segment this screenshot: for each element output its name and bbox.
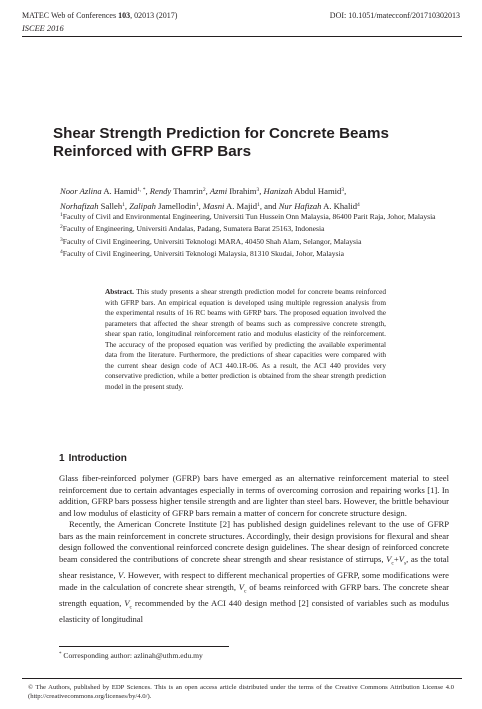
symbol: V — [238, 581, 244, 592]
author-sep: , — [145, 186, 150, 196]
author-sep: , and — [259, 201, 279, 211]
author-last: Abdul Hamid — [292, 186, 342, 196]
paragraph — [59, 519, 449, 626]
author-last: Thamrin — [171, 186, 203, 196]
affiliation-text: Faculty of Engineering, Universiti Andalas, Padang, Sumatera Barat 25163, Indonesia — [62, 224, 325, 234]
abstract-text: This study presents a shear strength prediction model for concrete beams reinforced with GFRP bars. An empirical equation is developed using multiple regression analysis from the experimental results of 16 RC beams with GFRP bars. The proposed equation involved the parameters that affected the shear strength of beams such as compressive concrete strength, shear span ratio, longitudinal reinforcement ratio and modulus elasticity of the reinforcement. The accuracy of the proposed equation was verified by predicting the available experimental data from the literature. Furthermore, the predictions of shear capacities were compared with the current shear design code of ACI 440.1R-06. As a result, the ACI 440 provides very conservative prediction, while a better prediction is obtained from the shear strength prediction model in the present study. — [105, 287, 386, 391]
author-sup: 2 — [202, 187, 206, 193]
text-run: recommended by the ACI 440 design method [2] consisted of variables such as modulus elasticity of longitudinal — [59, 597, 449, 625]
subscript: s — [403, 560, 407, 567]
footnote-rule — [59, 646, 229, 647]
author-sup: 1 — [122, 202, 125, 208]
author-last: A. Hamid — [101, 186, 138, 196]
affiliation — [60, 235, 455, 247]
author-first: Noor Azlina — [60, 186, 102, 196]
author-last: A. Khalid — [321, 201, 358, 211]
symbol: V — [398, 553, 404, 564]
author-sep: , — [259, 186, 264, 196]
author-sup: 3 — [341, 187, 345, 193]
author-sep: , — [198, 201, 203, 211]
author-last: A. Majid — [224, 201, 258, 211]
author-first: Masni — [202, 201, 225, 211]
paper-title — [53, 125, 453, 161]
affiliation-list — [60, 210, 455, 260]
affiliation-text: Faculty of Civil and Environmental Engineering, Universiti Tun Hussein Onn Malaysia, 86400 Parit Raja, Johor, Malaysia — [62, 212, 436, 221]
author-list — [60, 183, 450, 213]
author-last: Ibrahim — [227, 186, 257, 196]
footnote-text[interactable]: Corresponding author: azlinah@uthm.edu.my — [63, 651, 203, 660]
subscript: c — [129, 604, 132, 611]
title-line-2: Reinforced with GFRP Bars — [53, 143, 252, 160]
journal-pages: , 02013 (2017) — [130, 11, 178, 20]
author-first: Norhafizah — [60, 201, 99, 211]
journal-header — [22, 11, 177, 21]
journal-name: MATEC Web of Conferences — [22, 11, 119, 20]
author-last: Jamellodin — [155, 201, 196, 211]
copyright-notice: © The Authors, published by EDP Sciences. This is an open access article distributed under the terms of the Creative Commons Attribution License 4.0 (http://creativecommons.org/licenses/by/4.0/). — [28, 684, 454, 701]
header-rule — [22, 36, 462, 37]
affiliation-number: 2 — [60, 224, 63, 231]
author-sup: 4 — [357, 202, 360, 208]
text-run: Recently, the American Concrete Institute [2] has published design guidelines relevant to the use of GFRP bars as the main reinforcement in concrete structures. Accordingly, their design provisions for flexural and shear design followed the conventional reinforced concrete design guidelines. The shear design of reinforced concrete beam considered the contributions of concrete shear strength and shear resistance of stirrups, — [59, 519, 449, 564]
affiliation — [60, 247, 455, 259]
author-sup: 1, * — [137, 187, 146, 193]
body-text — [59, 473, 449, 626]
section-title: Introduction — [68, 453, 127, 464]
text-run: . However, with respect to different mechanical properties of GFRP, some modifications were made in the calculation of concrete shear strength, — [59, 570, 449, 592]
affiliation — [60, 210, 455, 222]
subscript: c — [244, 588, 247, 595]
section-number: 1 — [59, 453, 65, 464]
doi[interactable]: DOI: 10.1051/matecconf/201710302013 — [329, 11, 460, 20]
author-sep: , — [205, 186, 210, 196]
author-first: Azmi — [209, 186, 228, 196]
journal-volume: 103 — [118, 11, 131, 20]
author-sep: , — [344, 186, 347, 196]
author-first: Zalipah — [129, 201, 156, 211]
author-first: Hanizah — [263, 186, 293, 196]
footnote-mark: * — [59, 652, 62, 657]
subscript: c — [391, 560, 394, 567]
author-sup: 1 — [195, 202, 199, 208]
symbol: V — [118, 570, 124, 581]
symbol: V — [124, 597, 130, 608]
footer-rule — [22, 678, 462, 679]
author-last: Salleh — [98, 201, 123, 211]
text-run: of beams reinforced with GFRP bars. The concrete shear strength equation, — [59, 581, 450, 608]
section-heading — [59, 453, 127, 465]
abstract — [105, 287, 386, 392]
affiliation — [60, 222, 455, 234]
author-sup: 1 — [257, 202, 260, 208]
author-sep: , — [124, 201, 130, 211]
author-first: Nur Hafizah — [278, 201, 322, 211]
title-line-1: Shear Strength Prediction for Concrete Beams — [53, 125, 389, 142]
abstract-label: Abstract. — [105, 287, 134, 296]
affiliation-number: 3 — [60, 236, 63, 243]
text-run: , as the total shear resistance, — [59, 553, 450, 581]
affiliation-text: Faculty of Civil Engineering, Universiti Teknologi MARA, 40450 Shah Alam, Selangor, Malaysia — [62, 236, 362, 246]
symbol: + — [393, 553, 399, 564]
author-sup: 3 — [256, 187, 260, 193]
paragraph: Glass fiber-reinforced polymer (GFRP) bars have emerged as an alternative reinforcement material to steel reinforcement due to certain advantages especially in terms of overcoming corrosion and repairing works [1]. In addition, GFRP bars possess higher tensile strength and are lighter than steel bars. However, the brittle behaviour and low modulus of elasticity of GFRP bars remain a matter of concern for concrete structure design. — [59, 473, 449, 518]
affiliation-number: 4 — [60, 249, 63, 256]
author-first: Rendy — [149, 186, 172, 196]
conference-name: ISCEE 2016 — [22, 24, 64, 33]
footnote — [59, 650, 203, 661]
affiliation-text: Faculty of Civil Engineering, Universiti Teknologi Malaysia, 81310 Skudai, Johor, Malaysia — [62, 249, 344, 259]
symbol: V — [386, 553, 392, 564]
affiliation-number: 1 — [60, 212, 63, 218]
